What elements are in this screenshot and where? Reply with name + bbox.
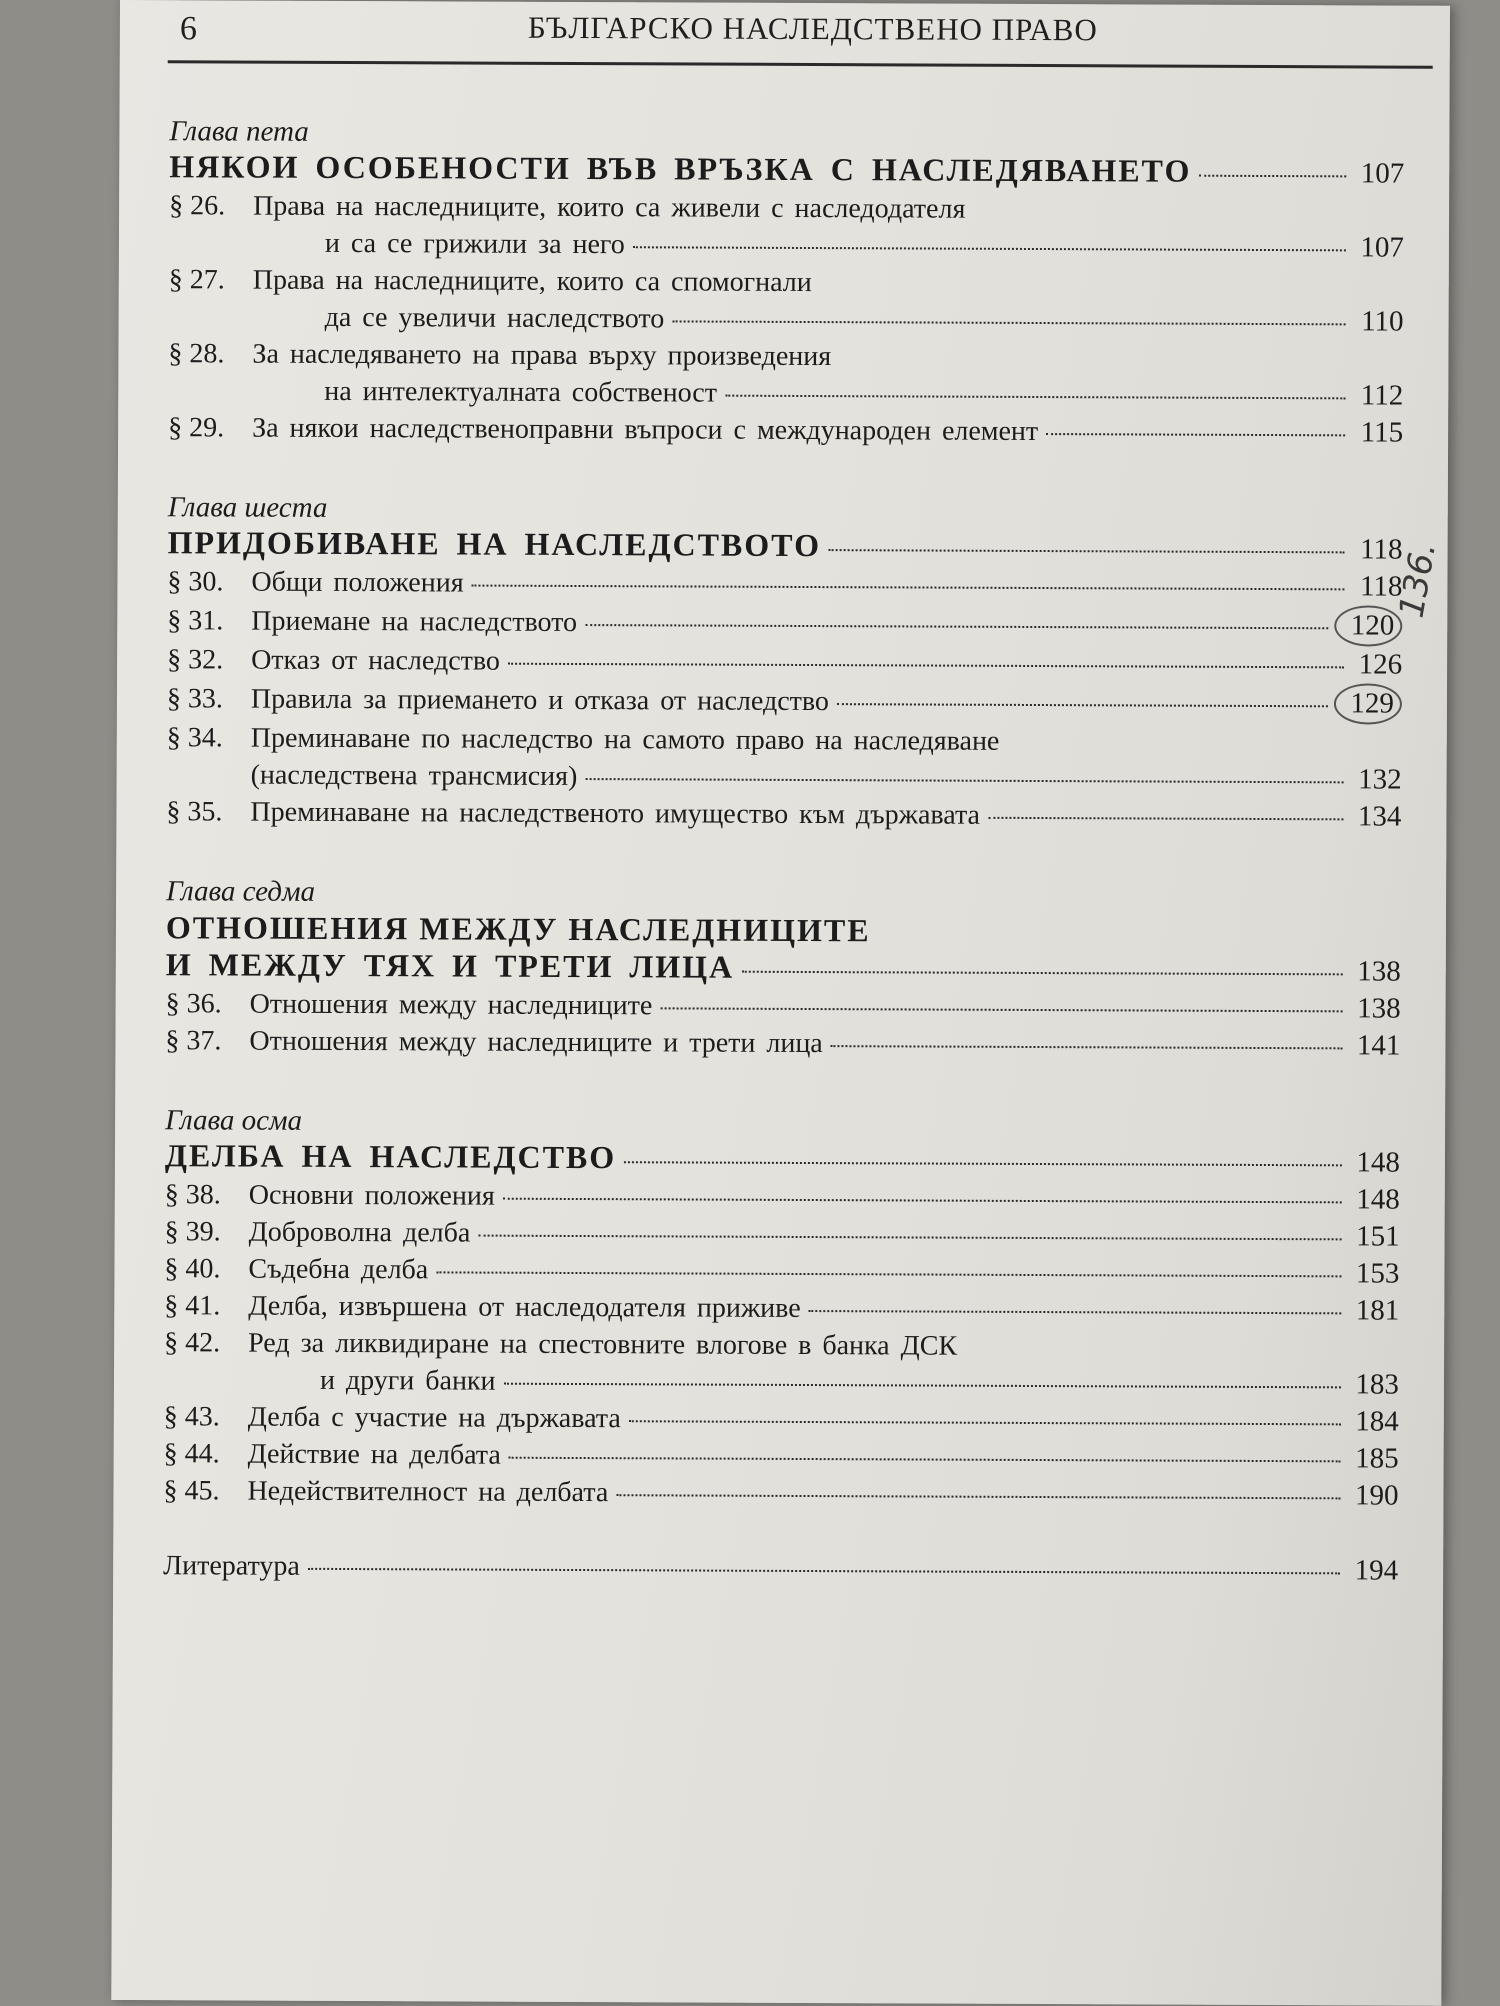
section-number: § 39.: [164, 1216, 221, 1248]
page-ref: 183: [1355, 1368, 1400, 1401]
leader-dots: [509, 1457, 1341, 1463]
section-title: Действие на делбата: [247, 1438, 501, 1471]
page-ref: 194: [1354, 1554, 1399, 1587]
chapter-label: Глава шеста: [167, 491, 328, 524]
toc-entry[interactable]: [166, 985, 1401, 1027]
toc-entry[interactable]: [163, 1472, 1398, 1514]
section-number: § 33.: [166, 683, 224, 715]
page-ref: 138: [1357, 955, 1401, 988]
toc-entry[interactable]: [164, 1324, 1399, 1366]
chapter-title-row[interactable]: [168, 524, 1403, 568]
running-head: [168, 4, 1433, 69]
page-ref: 184: [1355, 1405, 1399, 1438]
toc-entry[interactable]: [165, 1022, 1400, 1064]
page-ref: 115: [1360, 416, 1404, 449]
section-number: § 37.: [165, 1025, 222, 1057]
section-title: Отношения между наследниците: [249, 988, 653, 1022]
page-ref: 126: [1358, 648, 1403, 681]
leader-dots: [585, 624, 1328, 629]
section-title: Недействителност на делбата: [247, 1475, 609, 1509]
toc-entry[interactable]: [165, 1176, 1400, 1218]
leader-dots: [629, 1420, 1341, 1425]
page-ref: 141: [1356, 1029, 1401, 1062]
page-ref: 185: [1355, 1442, 1399, 1475]
leader-dots: [585, 778, 1343, 783]
chapter-title: И МЕЖДУ ТЯХ И ТРЕТИ ЛИЦА: [165, 946, 735, 985]
leader-dots: [988, 817, 1343, 821]
section-number: § 41.: [164, 1290, 221, 1322]
page-ref: 181: [1355, 1294, 1400, 1327]
section-title: Делба, извършена от наследодателя приживе: [248, 1290, 801, 1324]
page-ref: 190: [1354, 1479, 1399, 1512]
section-title: Доброволна делба: [248, 1216, 471, 1249]
toc-entry[interactable]: [166, 793, 1401, 835]
section-number: § 43.: [163, 1401, 220, 1433]
page-ref-circled: 129: [1334, 683, 1402, 724]
section-title-cont: на интелектуалната собственост: [324, 375, 718, 409]
section-number: § 31.: [167, 605, 224, 637]
page-ref: 118: [1359, 570, 1403, 603]
leader-dots: [436, 1271, 1341, 1277]
toc-entry[interactable]: [168, 409, 1403, 451]
section-number: § 42.: [164, 1327, 221, 1359]
page-ref: 112: [1360, 379, 1404, 412]
toc-entry-continuation[interactable]: [168, 372, 1403, 414]
toc-entry-continuation[interactable]: [167, 756, 1402, 798]
leader-dots: [624, 1161, 1342, 1166]
section-title-cont: и други банки: [319, 1364, 496, 1397]
page-ref: 110: [1361, 305, 1404, 338]
leader-dots: [660, 1007, 1342, 1012]
section-number: § 30.: [167, 566, 224, 598]
toc-entry[interactable]: [169, 187, 1404, 229]
section-title-cont: (наследствена трансмисия): [250, 759, 578, 793]
chapter-title-row[interactable]: [165, 1137, 1400, 1181]
section-number: § 36.: [165, 988, 222, 1020]
literature-label: Литература: [163, 1550, 300, 1582]
chapter-title-line1[interactable]: ОТНОШЕНИЯ МЕЖДУ НАСЛЕДНИЦИТЕ: [165, 909, 871, 949]
page-number: 6: [179, 10, 197, 48]
leader-dots: [472, 585, 1345, 591]
toc-entry[interactable]: [167, 600, 1402, 646]
page-ref: 148: [1356, 1146, 1401, 1179]
page-ref-circled: 120: [1334, 605, 1402, 646]
section-title: За наследяването на права върху произведения: [252, 338, 832, 373]
leader-dots: [504, 1383, 1341, 1389]
section-number: § 44.: [163, 1438, 220, 1470]
section-number: § 29.: [168, 412, 225, 444]
book-page: [111, 0, 1450, 2006]
toc-entry[interactable]: [167, 719, 1402, 761]
section-number: § 35.: [166, 796, 223, 828]
leader-dots: [616, 1494, 1340, 1499]
page-ref: 134: [1357, 800, 1402, 833]
toc-entry[interactable]: [167, 563, 1402, 605]
section-title: Отказ от наследство: [251, 644, 500, 677]
page-ref: 153: [1355, 1257, 1400, 1290]
section-title: Правила за приемането и отказа от наследство: [250, 683, 830, 718]
page-ref: 118: [1360, 533, 1403, 566]
section-title: Приемане на наследството: [251, 605, 578, 638]
page-ref: 132: [1358, 763, 1402, 796]
leader-dots: [503, 1198, 1342, 1204]
section-title: За някои наследственоправни въпроси с международен елемент: [252, 412, 1039, 448]
toc-entry-continuation[interactable]: [169, 298, 1404, 340]
chapter-title-row[interactable]: [166, 946, 1401, 990]
table-of-contents: [163, 108, 1404, 1589]
page-ref: 148: [1356, 1183, 1400, 1216]
chapter-label: Глава седма: [166, 875, 316, 908]
leader-dots: [837, 703, 1328, 707]
toc-entry[interactable]: [167, 678, 1402, 724]
section-number: § 32.: [167, 644, 224, 676]
section-title: Ред за ликвидиране на спестовните влогове в банка ДСК: [248, 1327, 958, 1362]
page-ref: 107: [1360, 157, 1405, 190]
toc-entry[interactable]: [164, 1287, 1399, 1329]
chapter-label: Глава осма: [165, 1104, 303, 1137]
page-ref: 151: [1356, 1220, 1400, 1253]
section-title: Основни положения: [248, 1179, 495, 1212]
leader-dots: [831, 1045, 1343, 1049]
leader-dots: [829, 549, 1345, 553]
toc-entry[interactable]: [164, 1250, 1399, 1292]
leader-dots: [672, 320, 1345, 325]
toc-entry[interactable]: [168, 335, 1403, 377]
page-ref: 107: [1360, 231, 1405, 264]
toc-entry[interactable]: [165, 1213, 1400, 1255]
section-title: Преминаване по наследство на самото право на наследяване: [250, 722, 1000, 757]
literature-entry[interactable]: [163, 1547, 1398, 1589]
section-number: § 26.: [169, 190, 226, 222]
section-title: Отношения между наследниците и трети лица: [249, 1025, 823, 1060]
leader-dots: [508, 663, 1344, 669]
section-title-cont: и са се грижили за него: [324, 227, 625, 261]
leader-dots: [478, 1235, 1341, 1241]
section-number: § 40.: [164, 1253, 221, 1285]
leader-dots: [308, 1568, 1340, 1575]
leader-dots: [1046, 433, 1345, 436]
section-title: Делба с участие на държавата: [247, 1401, 621, 1435]
leader-dots: [809, 1310, 1342, 1314]
section-title: Съдебна делба: [248, 1253, 429, 1286]
leader-dots: [725, 395, 1345, 400]
section-title: Преминаване на наследственото имущество към държавата: [250, 796, 981, 831]
chapter-label: Глава пета: [169, 115, 309, 148]
toc-entry[interactable]: [167, 641, 1402, 683]
section-number: § 27.: [168, 264, 225, 296]
toc-entry[interactable]: [169, 261, 1404, 303]
section-number: § 28.: [168, 338, 225, 370]
section-number: § 45.: [163, 1475, 220, 1507]
toc-entry-continuation[interactable]: [169, 224, 1404, 266]
leader-dots: [1199, 175, 1346, 178]
handwritten-note: 136.: [1391, 539, 1445, 621]
section-title-cont: да се увеличи наследството: [324, 301, 665, 335]
section-title: Общи положения: [251, 566, 464, 599]
page-ref: 138: [1357, 992, 1401, 1025]
section-number: § 38.: [164, 1179, 221, 1211]
leader-dots: [633, 246, 1346, 251]
toc-entry[interactable]: [164, 1435, 1399, 1477]
chapter-title-row[interactable]: [169, 148, 1404, 192]
chapter-title: НЯКОИ ОСОБЕНОСТИ ВЪВ ВРЪЗКА С НАСЛЕДЯВАНЕТО: [169, 148, 1192, 189]
book-title: БЪЛГАРСКО НАСЛЕДСТВЕНО ПРАВО: [527, 9, 1098, 48]
section-number: § 34.: [166, 722, 223, 754]
toc-entry[interactable]: [164, 1398, 1399, 1440]
toc-entry-continuation[interactable]: [164, 1361, 1399, 1403]
leader-dots: [742, 971, 1343, 976]
chapter-title: ПРИДОБИВАНЕ НА НАСЛЕДСТВОТО: [167, 524, 822, 564]
chapter-title: ДЕЛБА НА НАСЛЕДСТВО: [164, 1137, 617, 1176]
section-title: Права на наследниците, които са спомогнали: [252, 264, 812, 299]
section-title: Права на наследниците, които са живели с наследодателя: [253, 190, 966, 225]
